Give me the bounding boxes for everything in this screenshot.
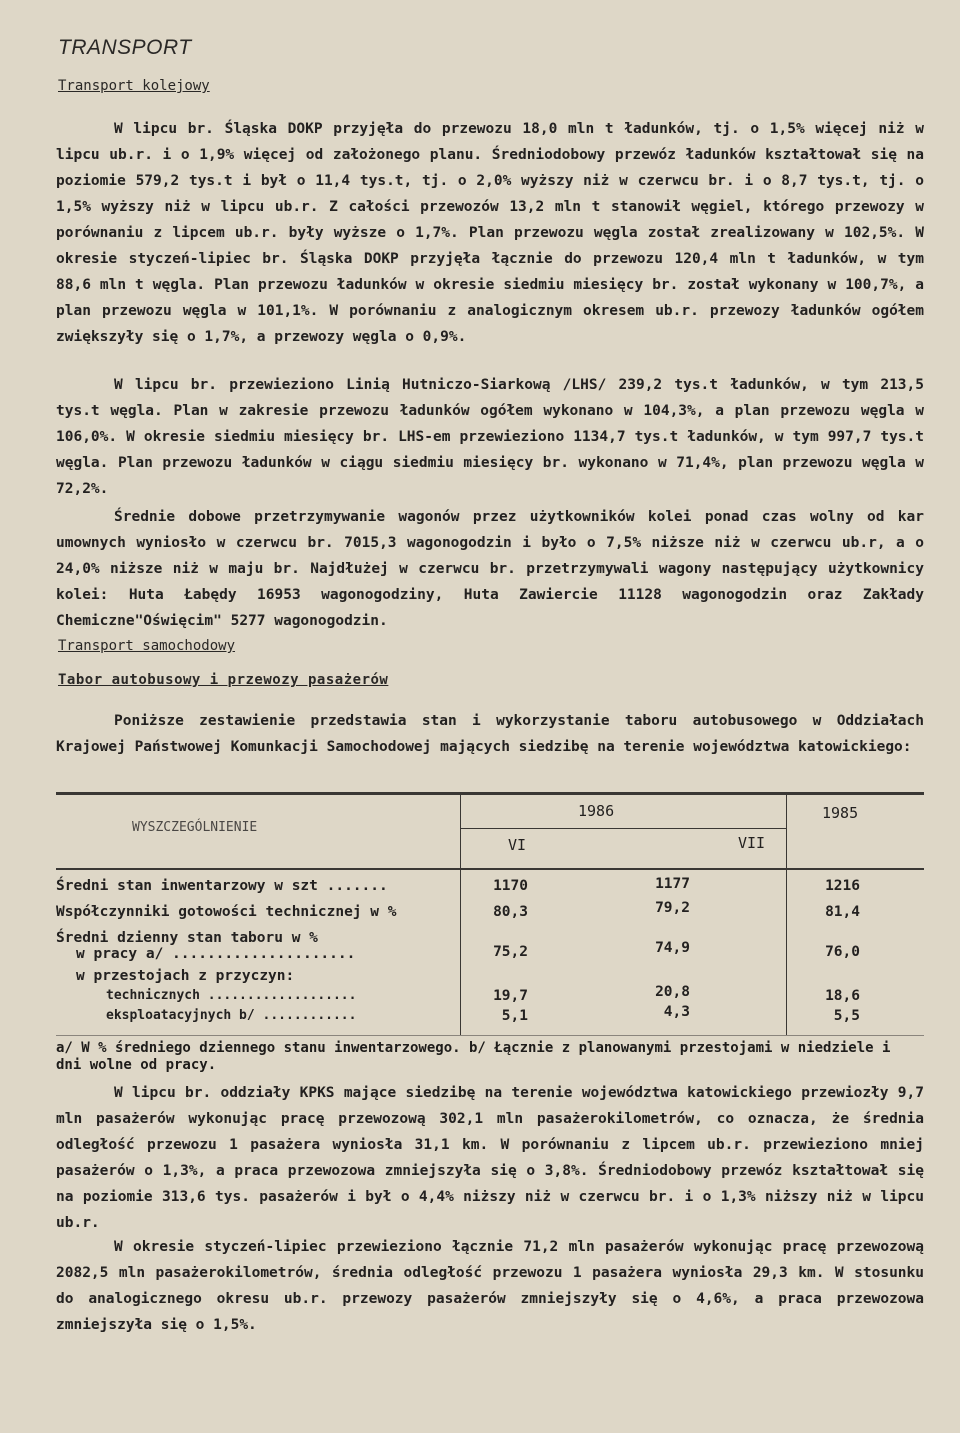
table-cell-vi: 1170	[493, 878, 528, 894]
table-cell-vi: 5,1	[501, 1008, 528, 1024]
column-divider-2	[786, 795, 787, 1035]
paragraph-text: W lipcu br. oddziały KPKS mające siedzibę na terenie województwa katowickiego przewiozły 9,7 mln pasażerów wykonując pracę przewozową 302,1 mln pasażerokilometrów, co oznacza, że średnia odległość przewozu 1 pasażera wyniosła 31,1 km. W porównaniu z lipcem ub.r. przewieziono mniej pasażerów o 1,3%, a praca przewozowa zmniejszyła się o 3,8%. Średniodobowy przewóz kształtował się na poziomie 313,6 tys. pasażerów i był o 4,4% niższy niż w czerwcu br. i o 1,3% niższy niż w lipcu ub.r.	[56, 1085, 924, 1231]
paragraph-text: W okresie styczeń-lipiec przewieziono łącznie 71,2 mln pasażerów wykonując pracę przewozową 2082,5 mln pasażerokilometrów, średnia odległość przewozu 1 pasażera wyniosła 29,3 km. W stosunku do analogicznego okresu ub.r. przewozy pasażerów zmniejszyły się o 4,6%, a praca przewozowa zmniejszyła się o 1,5%.	[56, 1239, 924, 1333]
road-subheading: Tabor autobusowy i przewozy pasażerów	[58, 672, 389, 688]
table-bottom-rule	[56, 1035, 924, 1036]
table-row-label: eksploatacyjnych b/ ............	[106, 1008, 357, 1023]
table-row-label: w przestojach z przyczyn:	[76, 968, 295, 984]
table-cell-vii-1986: 20,8	[655, 984, 690, 1000]
rail-paragraph-2	[56, 372, 924, 502]
rail-paragraph-3	[56, 504, 924, 634]
table-top-rule	[56, 792, 924, 795]
year-underline	[460, 828, 786, 829]
table-row-label: Średni dzienny stan taboru w %	[56, 930, 318, 946]
table-cell-vi: 75,2	[493, 944, 528, 960]
table-row-label: Współczynniki gotowości technicznej w %	[56, 904, 397, 920]
road-heading: Transport samochodowy	[58, 638, 236, 654]
table-cell-vii-1986: 79,2	[655, 900, 690, 916]
table-row-label: w pracy a/ .....................	[76, 946, 356, 962]
table-cell-vii-1985: 18,6	[825, 988, 860, 1004]
month-vii: VII	[738, 834, 766, 852]
year-1986: 1986	[578, 802, 615, 820]
page-title: TRANSPORT	[58, 36, 192, 59]
paragraph-text: Poniższe zestawienie przedstawia stan i wykorzystanie taboru autobusowego w Oddziałach Krajowej Państwowej Komunkacji Samochodowej mających siedzibę na terenie województwa katowickiego:	[56, 713, 924, 755]
paragraph-text: Średnie dobowe przetrzymywanie wagonów przez użytkowników kolei ponad czas wolny od kar umownych wyniosło w czerwcu br. 7015,3 wagonogodzin i było o 7,5% niższe niż w czerwcu ub.r, a o 24,0% niższe niż w maju br. Najdłużej w czerwcu br. przetrzymywali wagony następujący użytkownicy kolei: Huta Łabędy 16953 wagonogodziny, Huta Zawiercie 11128 wagonogodzin oraz Zakłady Chemiczne"Oświęcim" 5277 wagonogodzin.	[56, 509, 924, 629]
table-cell-vii-1985: 5,5	[833, 1008, 860, 1024]
bus-paragraph-1	[56, 1080, 924, 1236]
year-1985: 1985	[822, 804, 859, 822]
paragraph-text: W lipcu br. przewieziono Linią Hutniczo-Siarkową /LHS/ 239,2 tys.t ładunków, w tym 213,5 tys.t węgla. Plan w zakresie przewozu ładunków ogółem wykonano w 104,3%, a plan przewozu węgla w 106,0%. W okresie siedmiu miesięcy br. LHS-em przewieziono 1134,7 tys.t ładunków, w tym 997,7 tys.t węgla. Plan przewozu ładunków w ciągu siedmiu miesięcy br. wykonano w 71,4%, plan przewozu węgla w 72,2%.	[56, 377, 924, 497]
table-header-rule	[56, 868, 924, 870]
rail-heading: Transport kolejowy	[58, 78, 210, 94]
table-cell-vii-1986: 1177	[655, 876, 690, 892]
rail-paragraph-1	[56, 116, 924, 350]
table-cell-vii-1985: 1216	[825, 878, 860, 894]
table-cell-vii-1985: 81,4	[825, 904, 860, 920]
table-row-label: Średni stan inwentarzowy w szt .......	[56, 878, 388, 894]
paragraph-text: W lipcu br. Śląska DOKP przyjęła do przewozu 18,0 mln t ładunków, tj. o 1,5% więcej niż w lipcu ub.r. i o 1,9% więcej od założonego planu. Średniodobowy przewóz ładunków kształtował się na poziomie 579,2 tys.t i był o 11,4 tys.t, tj. o 2,0% wyższy niż w czerwcu br. i o 8,7 tys.t, tj. o 1,5% wyższy niż w lipcu ub.r. Z całości przewozów 13,2 mln t stanowił węgiel, którego przewozy w porównaniu z lipcem ub.r. były wyższe o 1,7%. Plan przewozu węgla został zrealizowany w 102,5%. W okresie styczeń-lipiec br. Śląska DOKP przyjęła łącznie do przewozu 120,4 mln t ładunków, w tym 88,6 mln t węgla. Plan przewozu ładunków w okresie siedmiu miesięcy br. został wykonany w 100,7%, a plan przewozu węgla w 101,1%. W porównaniu z analogicznym okresem ub.r. przewozy ładunków ogółem zwiększyły się o 1,7%, a przewozy węgla o 0,9%.	[56, 121, 924, 345]
month-vi: VI	[508, 836, 527, 854]
road-intro	[56, 708, 924, 760]
table-cell-vi: 80,3	[493, 904, 528, 920]
bus-paragraph-2	[56, 1234, 924, 1338]
table-cell-vi: 19,7	[493, 988, 528, 1004]
table-footnote: a/ W % średniego dziennego stanu inwentarzowego. b/ Łącznie z planowanymi przestojami w niedziele i dni wolne od pracy.	[56, 1040, 891, 1073]
table-row-label: technicznych ...................	[106, 988, 357, 1003]
table-cell-vii-1986: 74,9	[655, 940, 690, 956]
table-column-header: WYSZCZEGÓLNIENIE	[132, 820, 258, 835]
table-cell-vii-1985: 76,0	[825, 944, 860, 960]
table-cell-vii-1986: 4,3	[663, 1004, 690, 1020]
